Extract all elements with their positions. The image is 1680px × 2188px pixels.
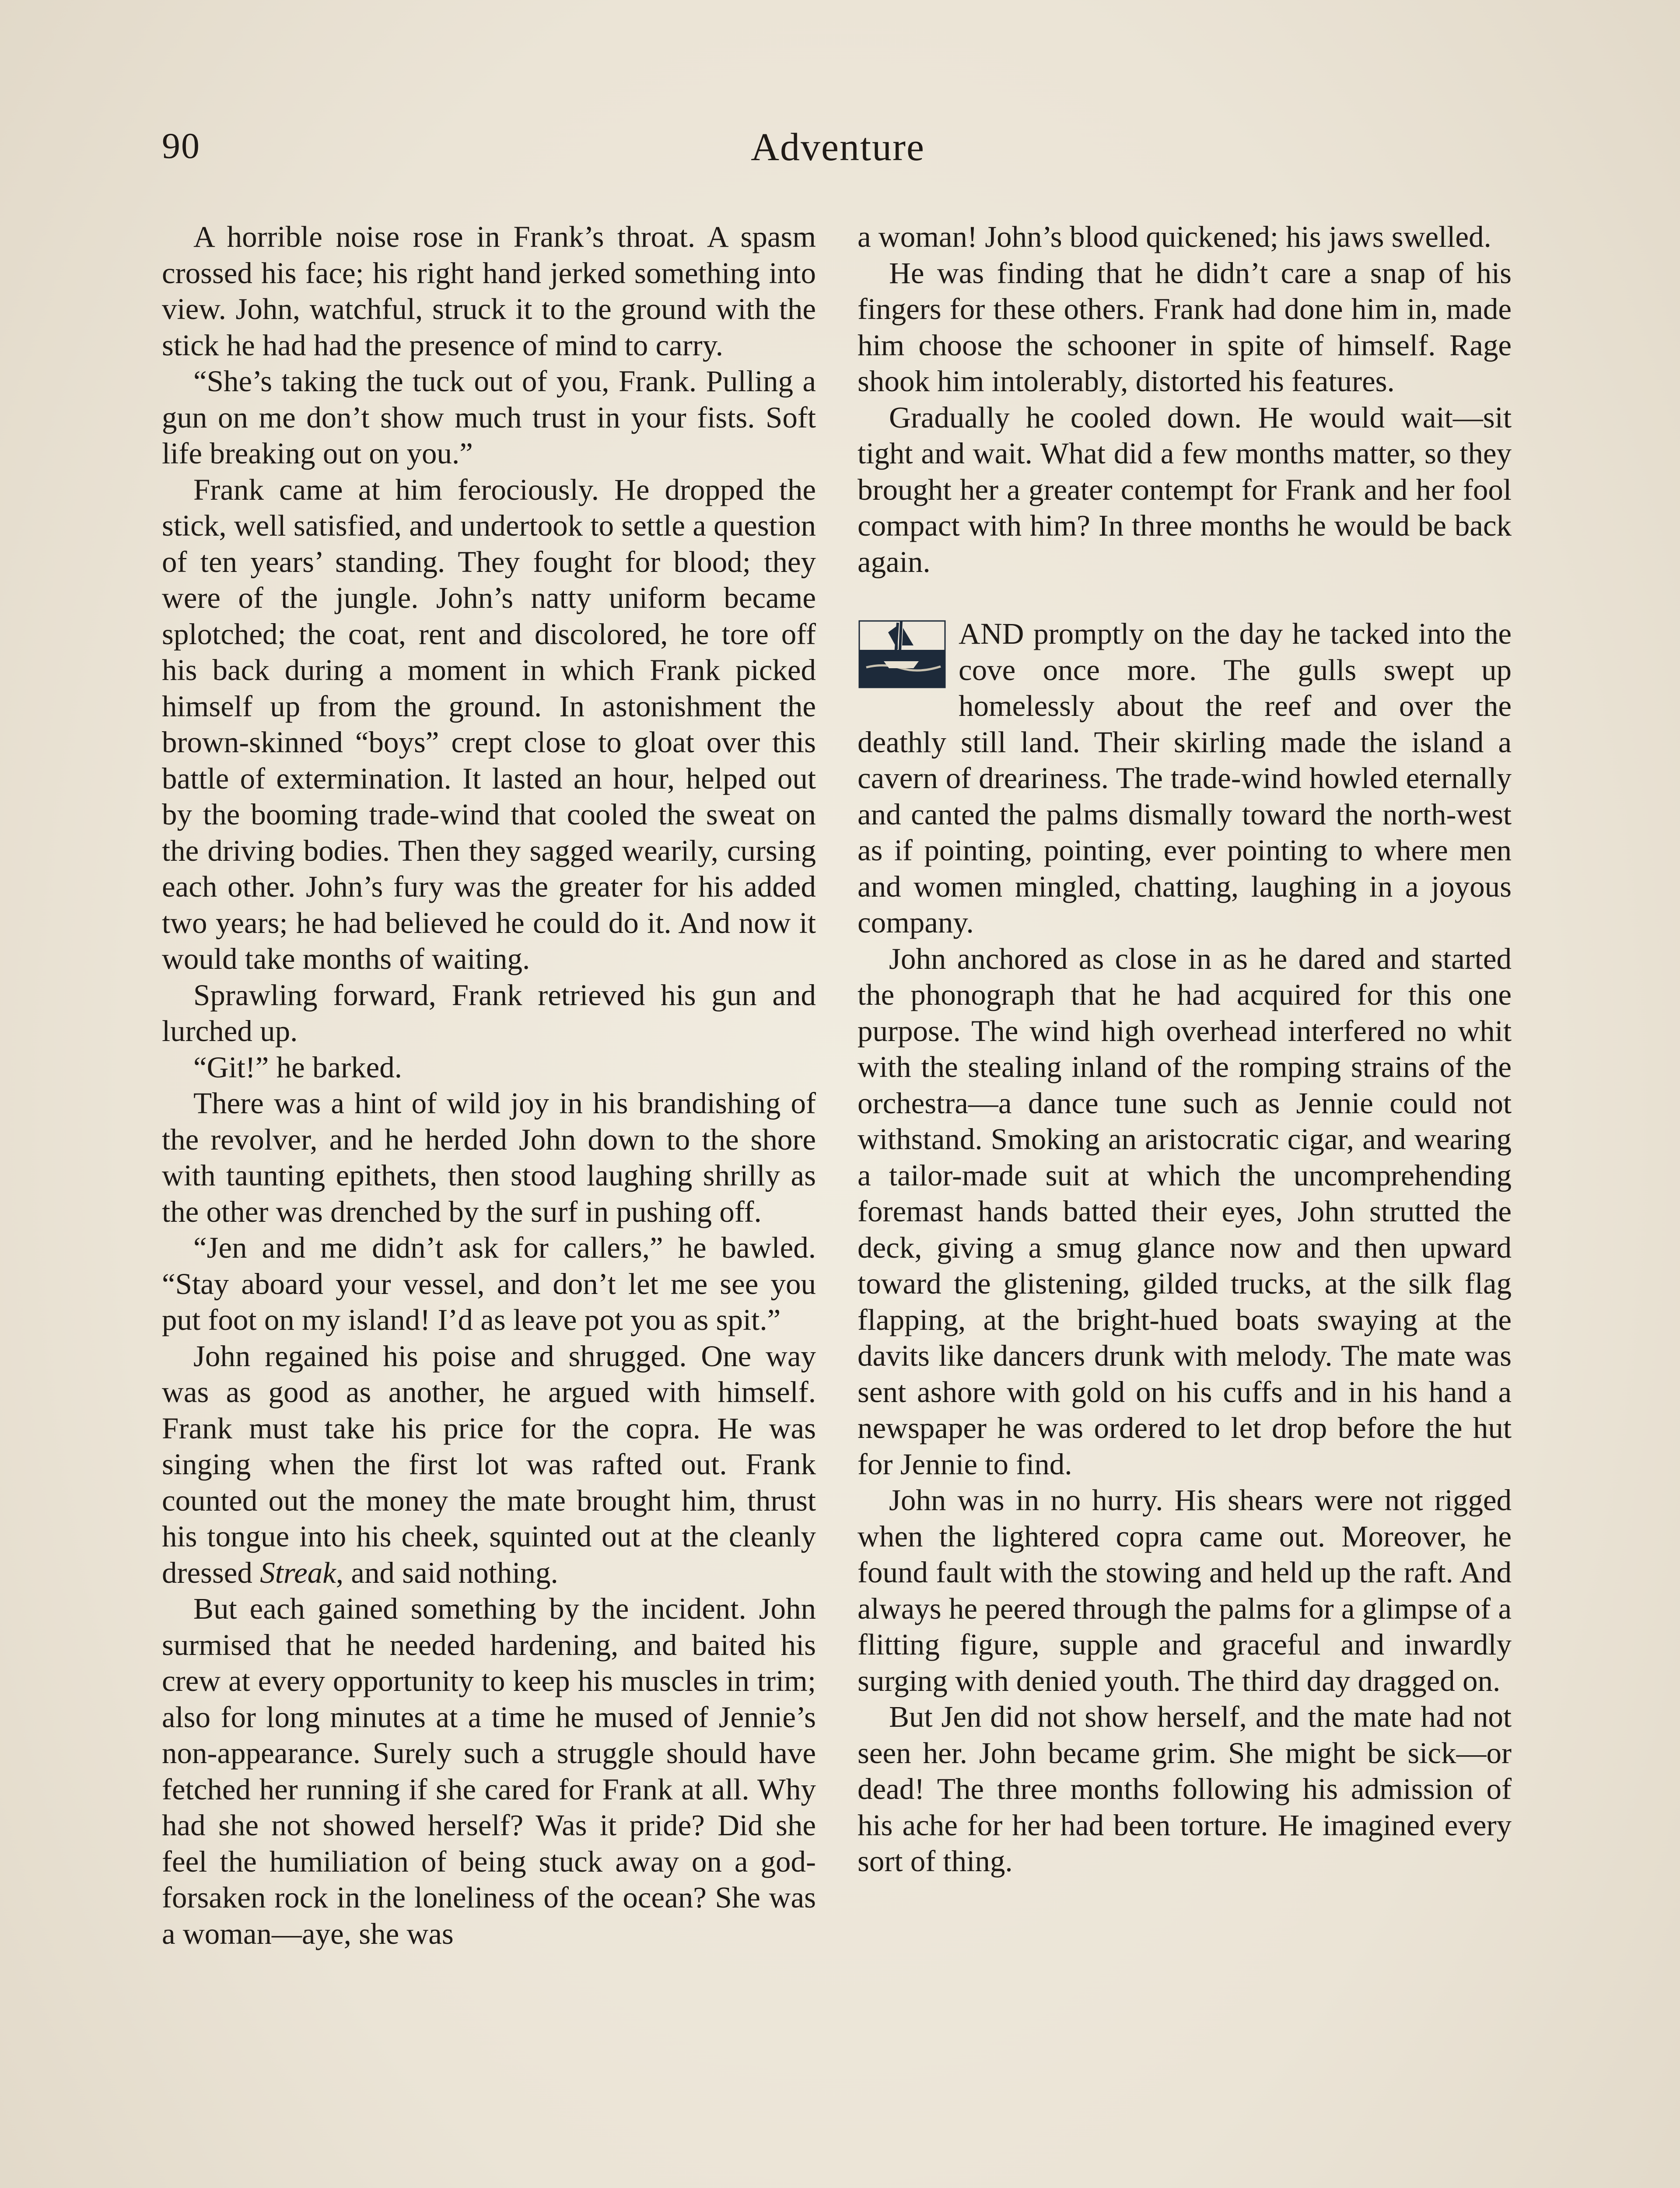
paragraph-text: AND promptly on the day he tacked into the cove once more. The gulls swept up homelessly about the reef and over the deathly still land. Their skirling made the island a cavern of dreariness. The trade-wind howled eternally and canted the palms dismally toward the north-west as if pointing, pointing, ever pointing to where men and women mingled, chatting, laughing in a joyous company. [858, 617, 1512, 939]
paragraph: “She’s taking the tuck out of you, Frank. Pulling a gun on me don’t show much trust in your fists. Soft life breaking out on you.” [162, 365, 816, 470]
paragraph-tail: , and said nothing. [336, 1556, 558, 1589]
section-opening-paragraph [858, 616, 1512, 941]
paragraph: A horrible noise rose in Frank’s throat. A spasm crossed his face; his right hand jerked something into view. John, watchful, struck it to the ground with the stick he had had the presence of mind to carry. [162, 220, 816, 362]
paragraph: “Jen and me didn’t ask for callers,” he bawled. “Stay aboard your vessel, and don’t let me see you put foot on my island! I’d as leave pot you as spit.” [162, 1231, 816, 1336]
paragraph: But each gained something by the incident. John surmised that he needed hardening, and baited his crew at every opportunity to keep his muscles in trim; also for long minutes at a time he mused of Jennie’s non-appearance. Surely such a struggle should have fetched her running if she cared for Frank at all. Why had she not showed herself? Was it pride? Did she feel the humiliation of being stuck away on a god-forsaken rock in the loneliness of the ocean? She was a woman—aye, she was [162, 1592, 816, 1950]
left-column [162, 219, 816, 1952]
page-header [162, 125, 1514, 177]
paragraph: There was a hint of wild joy in his brandishing of the revolver, and he herded John down to the shore with taunting epithets, then stood laughing shrilly as the other was drenched by the surf in pushing off. [162, 1087, 816, 1228]
ship-vignette-icon [858, 619, 947, 689]
paragraph [162, 1338, 816, 1591]
paragraph: Sprawling forward, Frank retrieved his gun and lurched up. [162, 978, 816, 1048]
right-column [858, 219, 1512, 1879]
paragraph: Frank came at him ferociously. He dropped the stick, well satisfied, and undertook to settle a question of ten years’ standing. They fought for blood; they were of the jungle. John’s natty uniform became splotched; the coat, rent and discolored, he tore off his back during a moment in which Frank picked himself up from the ground. In astonishment the brown-skinned “boys” crept close to gloat over this battle of extermination. It lasted an hour, helped out by the booming trade-wind that cooled the sweat on the driving bodies. Then they sagged wearily, cursing each other. John’s fury was the greater for his added two years; he had believed he could do it. And now it would take months of waiting. [162, 473, 816, 975]
paragraph: “Git!” he barked. [193, 1050, 402, 1084]
paragraph: John anchored as close in as he dared and started the phonograph that he had acquired for this one purpose. The wind high overhead interfered no whit with the stealing inland of the romping strains of the orchestra—a dance tune such as Jennie could not withstand. Smoking an aristocratic cigar, and wearing a tailor-made suit at which the uncomprehending foremast hands batted their eyes, John strutted the deck, giving a smug glance now and then upward toward the glistening, gilded trucks, at the silk flag flapping, at the bright-hued boats swaying at the davits like dancers drunk with melody. The mate was sent ashore with gold on his cuffs and in his hand a newspaper he was ordered to let drop before the hut for Jennie to find. [858, 942, 1512, 1481]
paragraph: But Jen did not show herself, and the mate had not seen her. John became grim. She might be sick—or dead! The three months following his admission of his ache for her had been torture. He imagined every sort of thing. [858, 1700, 1512, 1878]
page-number: 90 [162, 126, 200, 166]
running-title: Adventure [751, 126, 925, 169]
paragraph-continued: a woman! John’s blood quickened; his jaws swelled. [858, 220, 1491, 253]
paragraph: Gradually he cooled down. He would wait—sit tight and wait. What did a few months matter, so they brought her a greater contempt for Frank and her fool compact with him? In three months he would be back again. [858, 400, 1512, 579]
ship-name: Streak [260, 1556, 336, 1589]
paragraph-text: John regained his poise and shrugged. One way was as good as another, he argued with himself. Frank must take his price for the copra. He was singing when the first lot was rafted out. Frank counted out the money the mate brought him, thrust his tongue into his cheek, squinted out at the cleanly dressed [162, 1339, 816, 1589]
paragraph: He was finding that he didn’t care a snap of his fingers for these others. Frank had done him in, made him choose the schooner in spite of himself. Rage shook him intolerably, distorted his features. [858, 256, 1512, 398]
paragraph: John was in no hurry. His shears were not rigged when the lightered copra came out. Moreover, he found fault with the stowing and held up the raft. And always he peered through the palms for a glimpse of a flitting figure, supple and graceful and inwardly surging with denied youth. The third day dragged on. [858, 1483, 1512, 1697]
